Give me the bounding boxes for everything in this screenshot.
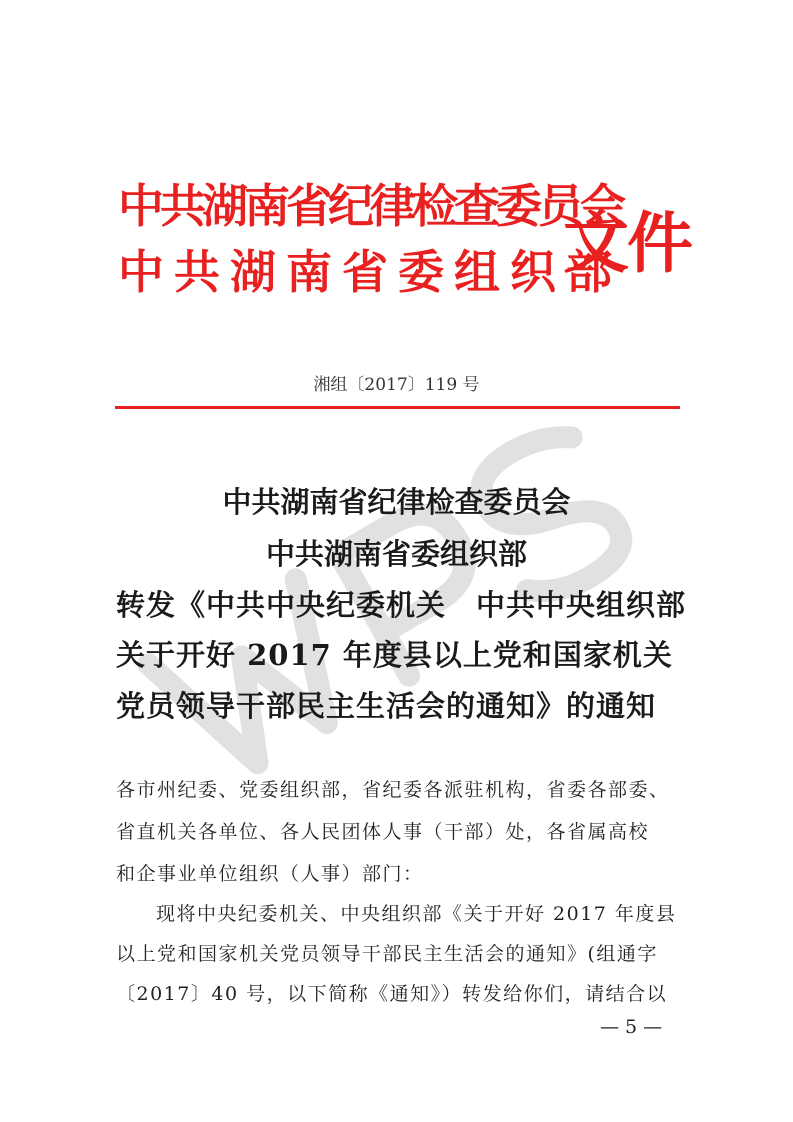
paragraph-line-3: 〔2017〕40 号，以下简称《通知》）转发给你们，请结合以 [116,983,668,1005]
red-divider [115,406,680,409]
addressee-line-3: 和企事业单位组织（人事）部门： [116,863,424,885]
addressee-line-2: 省直机关各单位、各人民团体人事（干部）处，各省属高校 [116,821,650,843]
title-line-5: 党员领导干部民主生活会的通知》的通知 [116,689,657,723]
page-number: — 5 — [600,1016,663,1038]
paragraph-line-1: 现将中央纪委机关、中央组织部《关于开好 2017 年度县 [156,903,677,925]
document-number: 湘组〔2017〕119 号 [313,375,480,395]
paragraph-line-2: 以上党和国家机关党员领导干部民主生活会的通知》(组通字 [116,943,658,965]
title-line-1: 中共湖南省纪律检查委员会 [222,485,571,519]
title-line-2: 中共湖南省委组织部 [265,537,527,571]
title-line-3: 转发《中共中央纪委机关 中共中央组织部 [116,588,687,622]
title-line-4: 关于开好 2017 年度县以上党和国家机关 [116,638,673,672]
letterhead-org-line-1: 中共湖南省纪律检查委员会 [118,179,622,233]
addressee-line-1: 各市州纪委、党委组织部，省纪委各派驻机构，省委各部委、 [116,779,670,801]
letterhead-org-line-2: 中共湖南省委组织部 [118,245,622,299]
letterhead-suffix: 文件 [563,204,691,282]
